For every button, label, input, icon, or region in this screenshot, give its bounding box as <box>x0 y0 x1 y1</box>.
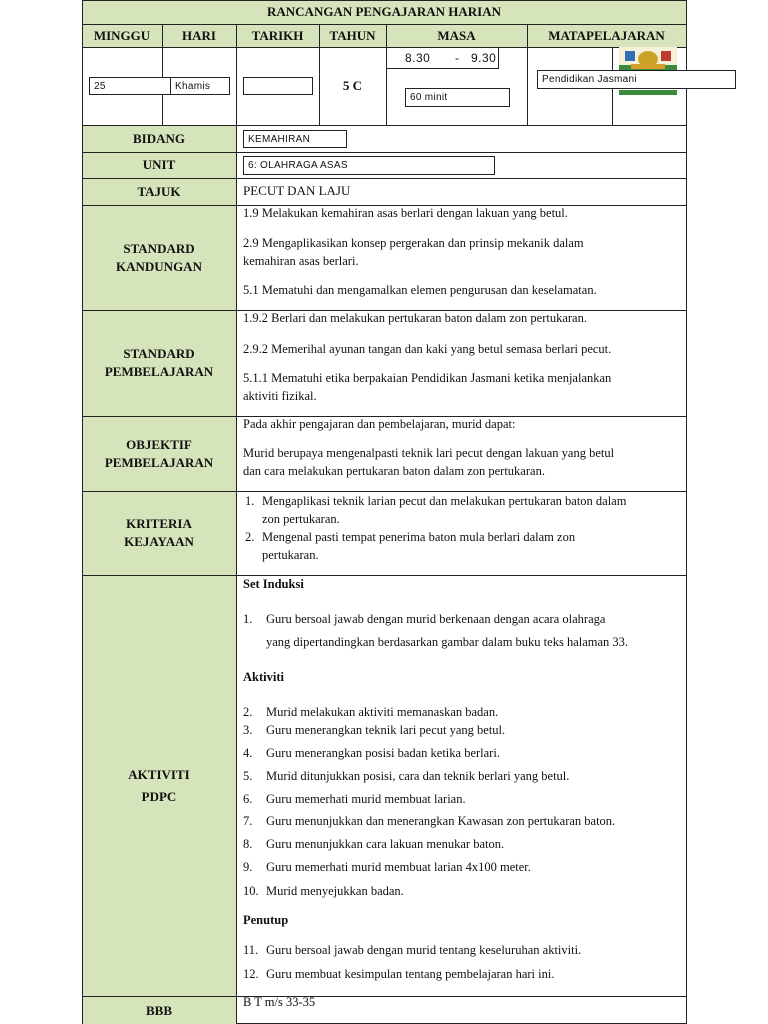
label-standard-pembelajaran <box>82 310 236 416</box>
sk-line-2a: 2.9 Mengaplikasikan konsep pergerakan dan prinsip mekanik dalam <box>243 236 584 250</box>
sp-line-3a: 5.1.1 Mematuhi etika berpakaian Pendidikan Jasmani ketika menjalankan <box>243 371 612 385</box>
label-bbb: BBB <box>145 1002 172 1018</box>
set-induksi-heading: Set Induksi <box>243 577 304 591</box>
aktiviti-heading: Aktiviti <box>243 670 284 684</box>
aktiviti-item-num: 8. <box>243 837 253 851</box>
aktiviti-item: Guru menunjukkan dan menerangkan Kawasan zon pertukaran baton. <box>266 814 616 828</box>
label-sk-line1: STANDARD <box>123 240 195 256</box>
label-sp-line2: PEMBELAJARAN <box>104 364 214 379</box>
aktiviti-item: Murid ditunjukkan posisi, cara dan teknik berlari yang betul. <box>266 769 570 783</box>
aktiviti-item-num: 10. <box>243 884 259 898</box>
penutup-line-1: Guru bersoal jawab dengan murid tentang keseluruhan aktiviti. <box>266 943 582 957</box>
aktiviti-item-num: 9. <box>243 860 253 874</box>
penutup-heading: Penutup <box>243 913 289 927</box>
masa-end: 9.30 <box>471 51 497 65</box>
masa-start: 8.30 <box>405 51 431 65</box>
unit-field[interactable]: 6: OLAHRAGA ASAS <box>243 156 495 175</box>
label-ak-line2: PDPC <box>141 788 177 804</box>
aktiviti-item-num: 6. <box>243 792 253 806</box>
induksi-num: 1. <box>243 612 253 626</box>
aktiviti-item-num: 4. <box>243 746 253 760</box>
penutup-num-2: 12. <box>243 967 259 981</box>
label-sk-line2: KANDUNGAN <box>116 258 202 274</box>
sp-line-1: 1.9.2 Berlari dan melakukan pertukaran baton dalam zon pertukaran. <box>243 311 587 325</box>
header-tarikh: TARIKH <box>251 27 304 43</box>
header-masa: MASA <box>437 27 476 43</box>
header-hari: HARI <box>182 27 216 43</box>
label-op-line1: OBJEKTIF <box>126 436 192 452</box>
hari-field[interactable]: Khamis <box>170 77 230 95</box>
sp-line-2: 2.9.2 Memerihal ayunan tangan dan kaki yang betul semasa berlari pecut. <box>243 342 612 356</box>
objektif-line-2a: Murid berupaya mengenalpasti teknik lari pecut dengan lakuan yang betul <box>243 446 615 460</box>
label-kk-line1: KRITERIA <box>126 516 192 531</box>
kriteria-line-1b: zon pertukaran. <box>262 512 340 526</box>
label-op-line2: PEMBELAJARAN <box>104 454 214 470</box>
aktiviti-item-num: 5. <box>243 769 253 783</box>
header-minggu: MINGGU <box>93 27 151 43</box>
sk-line-3: 5.1 Mematuhi dan mengamalkan elemen pengurusan dan keselamatan. <box>243 283 597 297</box>
penutup-line-2: Guru membuat kesimpulan tentang pembelajaran hari ini. <box>266 967 555 981</box>
page-title: RANCANGAN PENGAJARAN HARIAN <box>267 4 501 19</box>
penutup-num-1: 11. <box>243 943 259 957</box>
aktiviti-item-num: 3. <box>243 723 253 737</box>
objektif-line-2b: dan cara melakukan pertukaran baton dalam zon pertukaran. <box>243 464 545 478</box>
sk-line-2b: kemahiran asas berlari. <box>243 254 359 268</box>
kriteria-line-2a: Mengenal pasti tempat penerima baton mula berlari dalam zon <box>262 530 576 544</box>
header-tahun: TAHUN <box>329 27 376 43</box>
aktiviti-item: Guru memerhati murid membuat larian. <box>266 792 466 806</box>
label-aktiviti <box>82 575 236 996</box>
label-tajuk: TAJUK <box>137 183 181 199</box>
bbb-value: B T m/s 33-35 <box>243 995 316 1009</box>
matapelajaran-field[interactable]: Pendidikan Jasmani <box>537 70 736 89</box>
aktiviti-item: Guru memerhati murid membuat larian 4x100 meter. <box>266 860 531 874</box>
label-ak-line1: AKTIVITI <box>128 766 190 782</box>
induksi-line-a: Guru bersoal jawab dengan murid berkenaan dengan acara olahraga <box>266 612 606 626</box>
objektif-line-1: Pada akhir pengajaran dan pembelajaran, murid dapat: <box>243 417 516 431</box>
aktiviti-item-num: 2. <box>243 705 253 719</box>
aktiviti-item-num: 7. <box>243 814 253 828</box>
kriteria-num-2: 2. <box>245 530 255 544</box>
tajuk-value: PECUT DAN LAJU <box>243 183 351 198</box>
label-standard-kandungan <box>82 205 236 310</box>
label-objektif <box>82 416 236 491</box>
sk-line-1: 1.9 Melakukan kemahiran asas berlari dengan lakuan yang betul. <box>243 206 568 220</box>
aktiviti-item: Guru menerangkan teknik lari pecut yang betul. <box>266 723 506 737</box>
kriteria-num-1: 1. <box>245 494 255 508</box>
aktiviti-item: Guru menunjukkan cara lakuan menukar baton. <box>266 837 505 851</box>
durasi-field[interactable]: 60 minit <box>405 88 510 107</box>
masa-dash: - <box>455 51 459 65</box>
kriteria-line-1a: Mengaplikasi teknik larian pecut dan melakukan pertukaran baton dalam <box>262 494 627 508</box>
induksi-line-b: yang dipertandingkan berdasarkan gambar dalam buku teks halaman 33. <box>266 635 629 649</box>
aktiviti-item: Murid menyejukkan badan. <box>266 884 404 898</box>
aktiviti-item: Murid melakukan aktiviti memanaskan badan. <box>266 705 499 719</box>
minggu-field[interactable]: 25 <box>89 77 171 95</box>
label-unit: UNIT <box>142 157 176 172</box>
header-matapelajaran: MATAPELAJARAN <box>548 27 665 43</box>
tarikh-field[interactable] <box>243 77 313 95</box>
label-bidang: BIDANG <box>132 130 185 146</box>
aktiviti-item: Guru menerangkan posisi badan ketika berlari. <box>266 746 500 760</box>
tahun-value: 5 C <box>342 78 363 93</box>
label-kk-line2: KEJAYAAN <box>124 534 194 549</box>
label-kriteria <box>82 491 236 575</box>
kriteria-line-2b: pertukaran. <box>262 548 319 562</box>
label-sp-line1: STANDARD <box>123 346 195 361</box>
bidang-field[interactable]: KEMAHIRAN <box>243 130 347 148</box>
sp-line-3b: aktiviti fizikal. <box>243 389 317 403</box>
